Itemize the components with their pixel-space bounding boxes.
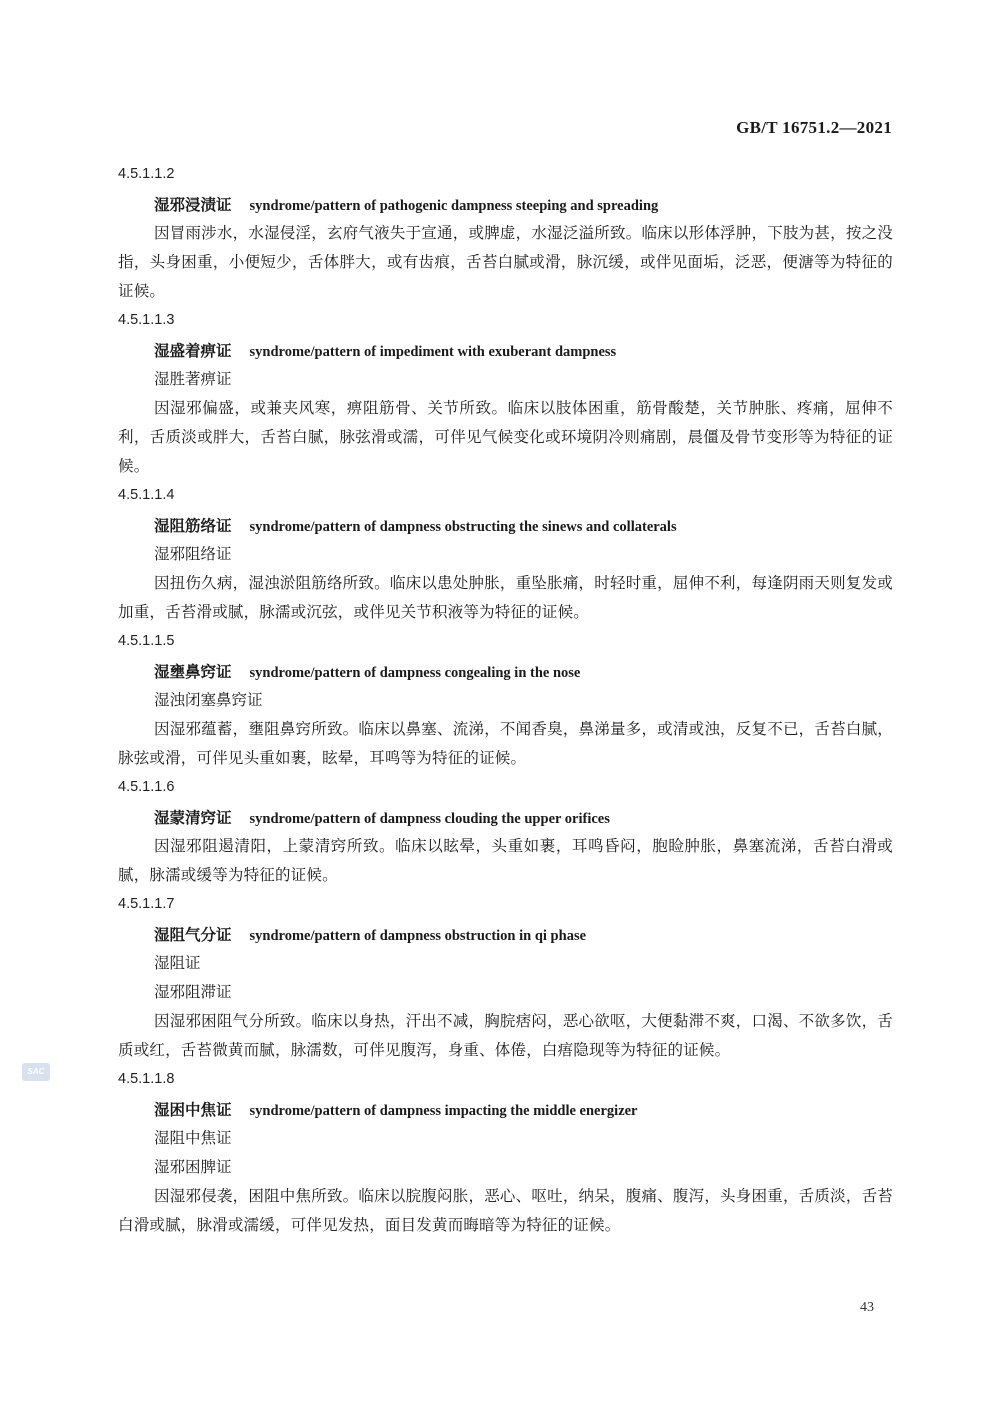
term-entry [118, 1065, 893, 1240]
term-heading [118, 190, 893, 219]
term-chinese: 湿阻筋络证 [154, 516, 232, 535]
term-english: syndrome/pattern of pathogenic dampness steeping and spreading [249, 198, 659, 214]
term-chinese: 湿阻气分证 [154, 925, 232, 944]
term-english: syndrome/pattern of dampness obstruction in qi phase [249, 928, 587, 944]
term-chinese: 湿壅鼻窍证 [154, 662, 232, 681]
term-definition: 因湿邪侵袭，困阻中焦所致。临床以脘腹闷胀，恶心、呕吐，纳呆，腹痛、腹泻，头身困重，舌质淡，舌苔白滑或腻，脉滑或濡缓，可伴见发热，面目发黄而晦暗等为特征的证候。 [118, 1187, 893, 1234]
term-definition: 因湿邪困阻气分所致。临床以身热，汗出不减，胸脘痞闷，恶心欲呕，大便黏滞不爽，口渴、不欲多饮，舌质或红，舌苔微黄而腻，脉濡数，可伴见腹泻，身重、体倦，白痦隐现等为特征的证候。 [118, 1012, 893, 1059]
term-english: syndrome/pattern of impediment with exuberant dampness [249, 344, 617, 360]
term-definition: 因湿邪偏盛，或兼夹风寒，痹阻筋骨、关节所致。临床以肢体困重，筋骨酸楚，关节肿胀、疼痛，屈伸不利，舌质淡或胖大，舌苔白腻，脉弦滑或濡，可伴见气候变化或环境阴冷则痛剧，晨僵及骨节变形等为特征的证候。 [118, 399, 893, 475]
term-heading [118, 1095, 893, 1124]
term-heading [118, 657, 893, 686]
term-synonym: 湿阻中焦证 [154, 1129, 232, 1147]
term-english: syndrome/pattern of dampness clouding the upper orifices [249, 811, 610, 827]
term-entry [118, 773, 893, 890]
term-definition: 因湿邪阻遏清阳，上蒙清窍所致。临床以眩晕，头重如裹，耳鸣昏闷，胞睑肿胀，鼻塞流涕，舌苔白滑或腻，脉濡或缓等为特征的证候。 [118, 837, 893, 884]
sac-watermark-logo: SAC [22, 1063, 50, 1081]
term-heading [118, 336, 893, 365]
term-synonym: 湿邪阻滞证 [154, 983, 232, 1001]
term-heading [118, 920, 893, 949]
term-chinese: 湿蒙清窍证 [154, 808, 232, 827]
clause-number: 4.5.1.1.8 [118, 1071, 175, 1087]
clause-number: 4.5.1.1.4 [118, 487, 175, 503]
clause-number: 4.5.1.1.7 [118, 896, 175, 912]
term-definition: 因湿邪蕴蓄，壅阻鼻窍所致。临床以鼻塞、流涕，不闻香臭，鼻涕量多，或清或浊，反复不已，舌苔白腻，脉弦或滑，可伴见头重如裹，眩晕，耳鸣等为特征的证候。 [118, 720, 893, 767]
clause-number: 4.5.1.1.3 [118, 312, 175, 328]
term-english: syndrome/pattern of dampness impacting the middle energizer [249, 1103, 638, 1119]
term-synonym: 湿邪困脾证 [154, 1158, 232, 1176]
term-entry [118, 306, 893, 481]
term-synonym: 湿邪阻络证 [154, 545, 232, 563]
term-entry [118, 481, 893, 627]
page-number: 43 [860, 1300, 874, 1315]
term-english: syndrome/pattern of dampness obstructing the sinews and collaterals [249, 519, 677, 535]
term-synonym: 湿胜著痹证 [154, 370, 232, 388]
clause-number: 4.5.1.1.5 [118, 633, 175, 649]
term-entry [118, 160, 893, 306]
standard-code-header: GB/T 16751.2—2021 [736, 118, 892, 137]
term-chinese: 湿困中焦证 [154, 1100, 232, 1119]
document-body [118, 160, 893, 1240]
term-synonym: 湿浊闭塞鼻窍证 [154, 691, 263, 709]
term-heading [118, 803, 893, 832]
term-entry [118, 890, 893, 1065]
term-entry [118, 627, 893, 773]
term-chinese: 湿邪浸渍证 [154, 195, 232, 214]
term-chinese: 湿盛着痹证 [154, 341, 232, 360]
term-heading [118, 511, 893, 540]
term-definition: 因冒雨涉水，水湿侵淫，玄府气液失于宣通，或脾虚，水湿泛溢所致。临床以形体浮肿，下肢为甚，按之没指，头身困重，小便短少，舌体胖大，或有齿痕，舌苔白腻或滑，脉沉缓，或伴见面垢，泛恶，便溏等为特征的证候。 [118, 224, 893, 300]
clause-number: 4.5.1.1.2 [118, 166, 175, 182]
clause-number: 4.5.1.1.6 [118, 779, 175, 795]
term-definition: 因扭伤久病，湿浊淤阻筋络所致。临床以患处肿胀，重坠胀痛，时轻时重，屈伸不利，每逢阴雨天则复发或加重，舌苔滑或腻，脉濡或沉弦，或伴见关节积液等为特征的证候。 [118, 574, 893, 621]
term-synonym: 湿阻证 [154, 954, 201, 972]
term-english: syndrome/pattern of dampness congealing in the nose [249, 665, 581, 681]
